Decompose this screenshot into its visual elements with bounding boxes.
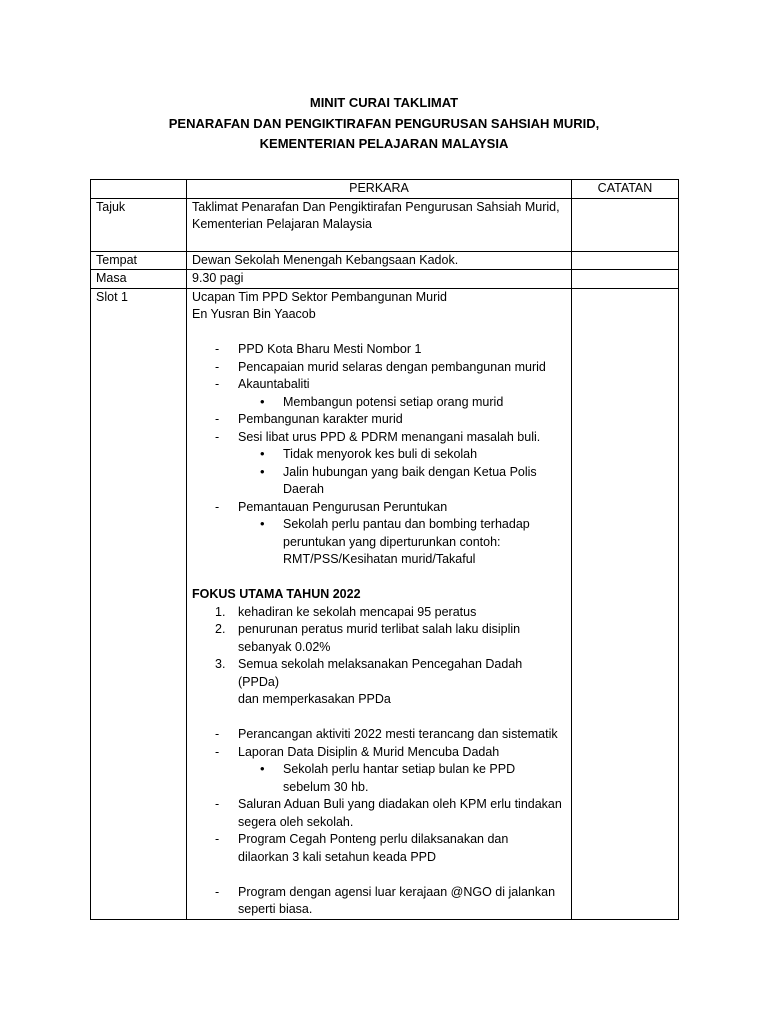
dash-marker: - <box>215 359 220 374</box>
sub-list-item: • Tidak menyorok kes buli di sekolah <box>260 446 478 461</box>
list-item: - Pencapaian murid selaras dengan pembangunan murid <box>192 359 566 377</box>
list-item: - Laporan Data Disiplin & Murid Mencuba Dadah <box>192 744 566 762</box>
tajuk-catatan <box>572 198 679 251</box>
header-line-1: MINIT CURAI TAKLIMAT <box>309 95 459 110</box>
list-item: - PPD Kota Bharu Mesti Nombor 1 <box>192 341 566 359</box>
header-line-3: KEMENTERIAN PELAJARAN MALAYSIA <box>259 136 509 151</box>
list-item: - Akauntabaliti <box>192 376 566 394</box>
masa-catatan <box>572 270 679 289</box>
masa-value: 9.30 pagi <box>187 270 572 289</box>
bullet-marker: • <box>260 761 265 776</box>
dash-marker: - <box>215 499 220 514</box>
sub-list-item: • Sekolah perlu pantau dan bombing terhadap peruntukan yang diperturunkan contoh: RMT/PSS/Kesihatan murid/Takaful <box>260 516 530 566</box>
list-item: - Sesi libat urus PPD & PDRM menangani masalah buli. <box>192 429 566 447</box>
header-cell-empty <box>91 180 187 199</box>
tajuk-value <box>187 198 572 251</box>
dash-marker: - <box>215 727 220 741</box>
dash-marker: - <box>215 377 220 391</box>
sub-list-item: • Sekolah perlu hantar setiap bulan ke PPD sebelum 30 hb. <box>260 761 516 794</box>
dash-marker: - <box>215 884 220 899</box>
slot-1-content <box>187 288 572 919</box>
sub-list-item: • Jalin hubungan yang baik dengan Ketua Polis Daerah <box>260 463 537 496</box>
header-cell-catatan: CATATAN <box>572 180 679 199</box>
slot-1-label: Slot 1 <box>91 288 187 919</box>
list-item: - Saluran Aduan Buli yang diadakan oleh KPM erlu tindakan segera oleh sekolah. <box>215 797 562 829</box>
dash-marker: - <box>215 797 220 811</box>
masa-label: Masa <box>91 270 187 289</box>
table-row-slot-1 <box>91 288 679 919</box>
table-row-tempat <box>91 251 679 270</box>
table-row-masa <box>91 270 679 289</box>
table-header-row <box>91 180 679 199</box>
number-marker: 1. <box>215 604 226 619</box>
number-marker: 2. <box>215 622 226 636</box>
tempat-value: Dewan Sekolah Menengah Kebangsaan Kadok. <box>187 251 572 270</box>
numbered-item: 2. penurunan peratus murid terlibat salah laku disiplin sebanyak 0.02% <box>215 622 521 654</box>
numbered-item: 3. Semua sekolah melaksanakan Pencegahan Dadah (PPDa) dan memperkasakan PPDa <box>215 657 523 706</box>
table-row-tajuk <box>91 198 679 251</box>
fokus-title: FOKUS UTAMA TAHUN 2022 <box>192 587 361 601</box>
dash-marker: - <box>215 429 220 444</box>
dash-marker: - <box>215 832 220 846</box>
number-marker: 3. <box>215 657 226 671</box>
tempat-label: Tempat <box>91 251 187 270</box>
list-item: - Program Cegah Ponteng perlu dilaksanakan dan dilaorkan 3 kali setahun keada PPD <box>215 832 509 864</box>
tajuk-line-2: Kementerian Pelajaran Malaysia <box>192 217 372 231</box>
document-header <box>0 93 768 155</box>
slot-1-catatan <box>572 288 679 919</box>
header-cell-perkara: PERKARA <box>187 180 572 199</box>
list-item: - Pembangunan karakter murid <box>192 411 566 429</box>
numbered-item: 1. kehadiran ke sekolah mencapai 95 peratus <box>192 604 566 622</box>
list-item: - Program dengan agensi luar kerajaan @NGO di jalankan seperti biasa. <box>215 884 556 916</box>
minutes-table <box>90 179 679 920</box>
dash-marker: - <box>215 342 220 356</box>
list-item: - Perancangan aktiviti 2022 mesti terancang dan sistematik <box>192 726 566 744</box>
bullet-marker: • <box>260 446 265 461</box>
bullet-marker: • <box>260 393 265 409</box>
bullet-marker: • <box>260 463 265 479</box>
dash-marker: - <box>215 412 220 426</box>
sub-list-item: • Membangun potensi setiap orang murid <box>260 393 504 409</box>
tajuk-line-1: Taklimat Penarafan Dan Pengiktirafan Pengurusan Sahsiah Murid, <box>192 199 560 214</box>
dash-marker: - <box>215 744 220 759</box>
header-line-2: PENARAFAN DAN PENGIKTIRAFAN PENGURUSAN SAHSIAH MURID, <box>168 115 600 131</box>
speaker-name: En Yusran Bin Yaacob <box>192 307 316 321</box>
tajuk-label: Tajuk <box>91 198 187 251</box>
bullet-marker: • <box>260 516 265 531</box>
list-item: - Pemantauan Pengurusan Peruntukan <box>192 499 566 517</box>
speaker-title: Ucapan Tim PPD Sektor Pembangunan Murid <box>192 289 447 304</box>
tempat-catatan <box>572 251 679 270</box>
